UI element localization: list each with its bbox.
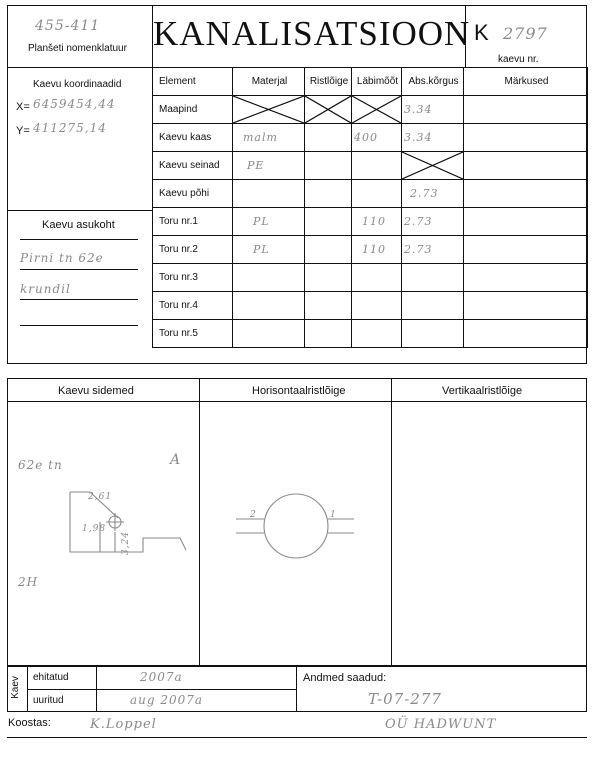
y-value: 411275,14: [33, 121, 107, 135]
cell-element: Maapind: [153, 96, 233, 124]
col-header-ristloige: Ristlõige: [305, 68, 352, 96]
location-line-4: [20, 325, 138, 326]
data-source-value: T-07-277: [368, 690, 442, 708]
cell-labimoot-crossed: [352, 96, 402, 124]
cell-markused: [464, 208, 588, 236]
cell-labimoot: [352, 264, 402, 292]
nomenclature-label: Planšeti nomenklatuur: [28, 43, 127, 54]
compiled-value: K.Loppel: [90, 717, 157, 732]
sketch-label-2h: 2H: [18, 575, 39, 589]
cell-element: Toru nr.3: [153, 264, 233, 292]
left-separator: [7, 210, 152, 211]
coordinates-heading: Kaevu koordinaadid: [33, 79, 122, 90]
cell-labimoot: [352, 180, 402, 208]
cell-ristloige-crossed: [305, 96, 352, 124]
table-row: [153, 236, 588, 264]
cell-labimoot: 110: [352, 208, 402, 236]
col-header-abs: Abs.kõrgus: [402, 68, 464, 96]
cell-element: Kaevu seinad: [153, 152, 233, 180]
horizontal-section-sketch: [200, 402, 390, 664]
sketch-col-connections: Kaevu sidemed: [58, 385, 134, 397]
cell-labimoot: 400: [352, 124, 402, 152]
cross-mark-icon: [402, 152, 463, 179]
cell-ristloige: [305, 180, 352, 208]
cell-ristloige: [305, 320, 352, 348]
cell-materjal: [233, 264, 305, 292]
well-number-label: kaevu nr.: [498, 54, 539, 65]
cell-abs-crossed: [402, 152, 464, 180]
built-label: ehitatud: [33, 672, 69, 683]
cell-markused: [464, 180, 588, 208]
cell-ristloige: [305, 264, 352, 292]
cell-abs: [402, 264, 464, 292]
table-header-row: [153, 68, 588, 96]
location-line-1: [20, 239, 138, 240]
page-title: KANALISATSIOON: [153, 14, 471, 53]
cell-abs: 3.34: [402, 124, 464, 152]
cell-markused: [464, 124, 588, 152]
cell-markused: [464, 292, 588, 320]
compiled-label: Koostas:: [8, 717, 51, 729]
nomenclature-value: 455-411: [35, 18, 101, 34]
col-header-materjal: Materjal: [233, 68, 305, 96]
cell-labimoot: [352, 152, 402, 180]
location-line-3: [20, 299, 138, 300]
sketch-divider-2: [391, 378, 392, 666]
cell-materjal: PL: [233, 208, 305, 236]
x-label: X=: [16, 101, 30, 113]
cross-mark-icon: [233, 96, 304, 123]
cell-markused: [464, 236, 588, 264]
surveyed-label: uuritud: [33, 695, 64, 706]
cell-abs: 2.73: [402, 208, 464, 236]
table-row: [153, 264, 588, 292]
cell-materjal: [233, 180, 305, 208]
cell-abs: 3.34: [402, 96, 464, 124]
compiled-line: [7, 737, 587, 738]
table-row: [153, 96, 588, 124]
cell-element: Toru nr.1: [153, 208, 233, 236]
sketch-label-street: 62e tn: [18, 458, 63, 472]
cell-markused: [464, 320, 588, 348]
table-row: [153, 152, 588, 180]
surveyed-value: aug 2007a: [130, 693, 204, 707]
footer-side-label: Kaev: [9, 676, 21, 699]
cell-materjal: PL: [233, 236, 305, 264]
sketch-label-a: A: [170, 452, 182, 468]
well-elements-table: [152, 67, 588, 348]
cross-mark-icon: [352, 96, 401, 123]
col-header-labimoot: Läbimõõt: [352, 68, 402, 96]
cell-labimoot: [352, 320, 402, 348]
cell-ristloige: [305, 208, 352, 236]
cross-mark-icon: [305, 96, 351, 123]
well-number-value: 2797: [503, 24, 548, 43]
cell-materjal: malm: [233, 124, 305, 152]
cell-ristloige: [305, 152, 352, 180]
built-value: 2007a: [140, 670, 183, 684]
col-header-markused: Märkused: [464, 68, 588, 96]
table-row: [153, 124, 588, 152]
location-value-2: krundil: [20, 282, 71, 296]
cell-abs: 2.73: [402, 180, 464, 208]
sketch-dim-2: 1,98: [82, 524, 107, 534]
cell-materjal: PE: [233, 152, 305, 180]
table-row: [153, 320, 588, 348]
cell-materjal: [233, 292, 305, 320]
cell-markused: [464, 96, 588, 124]
table-row: [153, 292, 588, 320]
sketch-col-horizontal: Horisontaalristlõige: [252, 385, 346, 397]
location-line-2: [20, 269, 138, 270]
sketch-col-vertical: Vertikaalristlõige: [442, 385, 523, 397]
table-row: [153, 208, 588, 236]
cell-materjal-crossed: [233, 96, 305, 124]
cell-element: Toru nr.5: [153, 320, 233, 348]
sketch-dim-1: 2,61: [88, 492, 113, 502]
pipe-label-1: 1: [330, 510, 337, 520]
cell-element: Kaevu kaas: [153, 124, 233, 152]
col-header-element: Element: [153, 68, 233, 96]
cell-abs: [402, 292, 464, 320]
y-label: Y=: [16, 125, 30, 137]
cell-materjal: [233, 320, 305, 348]
cell-element: Toru nr.4: [153, 292, 233, 320]
cell-ristloige: [305, 236, 352, 264]
location-value-1: Pirni tn 62e: [20, 251, 104, 265]
cell-abs: [402, 320, 464, 348]
cell-element: Kaevu põhi: [153, 180, 233, 208]
table-row: [153, 180, 588, 208]
cell-element: Toru nr.2: [153, 236, 233, 264]
footer-label-divider: [96, 666, 97, 712]
company-value: OÜ HADWUNT: [385, 717, 497, 732]
footer-mid-divider: [296, 666, 297, 712]
cell-abs: 2.73: [402, 236, 464, 264]
sketch-dim-3: 3,24: [121, 530, 132, 556]
k-letter: K: [474, 20, 489, 45]
cell-markused: [464, 152, 588, 180]
location-heading: Kaevu asukoht: [42, 219, 115, 231]
cell-labimoot: [352, 292, 402, 320]
x-value: 6459454,44: [33, 97, 116, 111]
footer-mid-line: [27, 689, 296, 690]
cell-ristloige: [305, 124, 352, 152]
cell-ristloige: [305, 292, 352, 320]
pipe-label-2: 2: [250, 510, 257, 520]
cell-markused: [464, 264, 588, 292]
data-source-label: Andmed saadud:: [303, 672, 387, 684]
cell-labimoot: 110: [352, 236, 402, 264]
